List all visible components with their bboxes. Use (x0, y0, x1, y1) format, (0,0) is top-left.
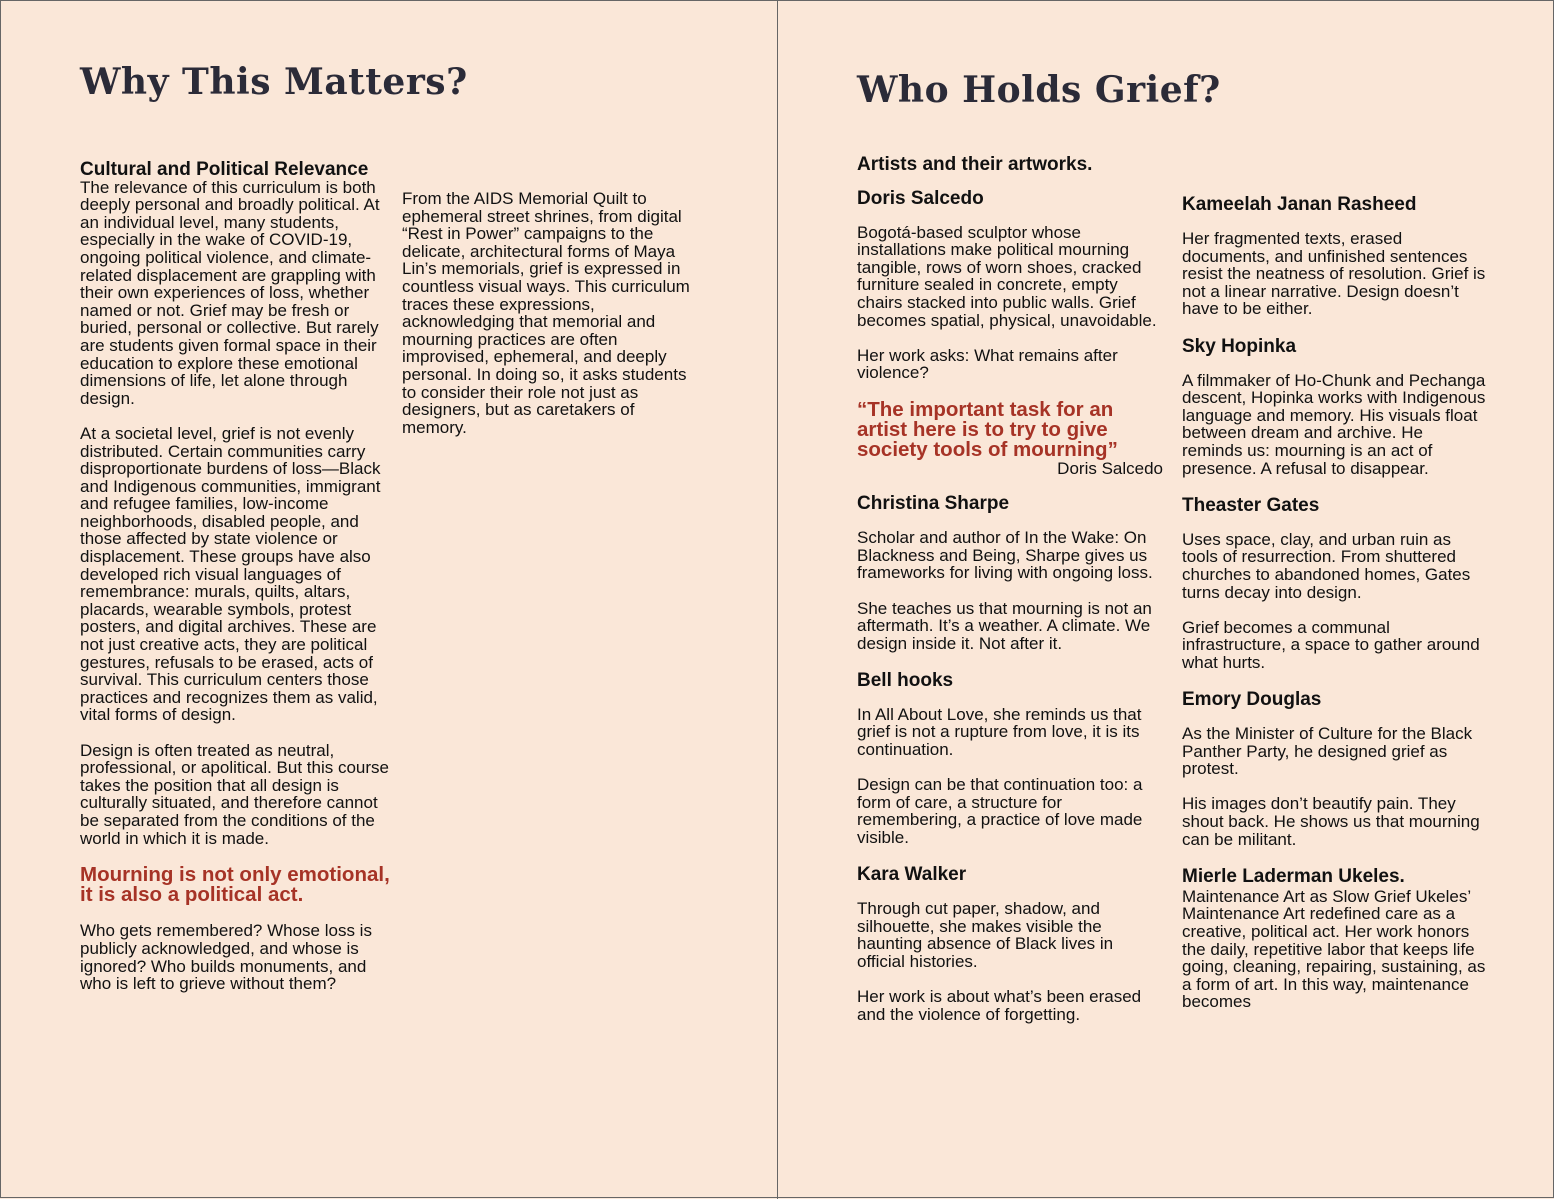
artist-description: She teaches us that mourning is not an aftermath. It’s a weather. A climate. We design inside it. Not after it. (857, 598, 1152, 653)
paragraph-individual-relevance: The relevance of this curriculum is both deeply personal and broadly political. At an individual level, many students, especially in the wake of COVID-19, ongoing political violence, and climate-related displacement are grappling with their own experiences of loss, whether named or not. Grief may be fresh or buried, personal or collective. But rarely are students given formal space in their education to explore these emotional dimensions of life, let alone through design. (80, 177, 380, 408)
artist-description: Bogotá-based sculptor whose installations make political mourning tangible, rows of worn shoes, cracked furniture sealed in concrete, empty chairs stacked into public walls. Grief becomes spatial, physical, unavoidable. (857, 222, 1157, 330)
artist-doris-salcedo (857, 188, 1163, 478)
left-column-2 (402, 190, 702, 454)
pull-quote-mourning: Mourning is not only emotional, it is also a political act. (80, 862, 390, 906)
artist-description: Scholar and author of In the Wake: On Blackness and Being, Sharpe gives us frameworks for living with ongoing loss. (857, 528, 1153, 583)
artist-description: Through cut paper, shadow, and silhouette, she makes visible the haunting absence of Black lives in official histories. (857, 899, 1114, 971)
page-divider (777, 1, 778, 1199)
artist-description: Grief becomes a communal infrastructure, a space to gather around what hurts. (1182, 617, 1480, 672)
left-page-title: Why This Matters? (80, 61, 468, 103)
section-heading: Cultural and Political Relevance (80, 159, 369, 180)
artist-description: In All About Love, she reminds us that grief is not a rupture from love, it is its continuation. (857, 704, 1142, 760)
artist-description: Uses space, clay, and urban ruin as tools of resurrection. From shuttered churches to abandoned homes, Gates turns decay into design. (1182, 529, 1471, 602)
artist-description: His images don’t beautify pain. They shout back. He shows us that mourning can be militant. (1182, 794, 1480, 849)
right-column-1 (857, 156, 1163, 1041)
artist-bell-hooks (857, 670, 1163, 847)
artist-emory-douglas (1182, 689, 1488, 848)
artist-name: Christina Sharpe (857, 493, 1010, 515)
right-page-title: Who Holds Grief? (857, 69, 1221, 111)
artist-sky-hopinka (1182, 336, 1488, 478)
paragraph-design-neutral: Design is often treated as neutral, professional, or apolitical. But this course takes the position that all design is culturally situated, and therefore cannot be separated from the conditions of the world in which it is made. (80, 740, 389, 848)
paragraph-societal-level: At a societal level, grief is not evenly distributed. Certain communities carry disproportionate burdens of loss—Black and Indigenous communities, immigrant and refugee families, low-income neighborhoods, disabled people, and those affected by state violence or displacement. These groups have also developed rich visual languages of remembrance: murals, quilts, altars, placards, wearable symbols, protest posters, and digital archives. These are not just creative acts, they are political gestures, refusals to be erased, acts of survival. This curriculum centers those practices and recognizes them as valid, vital forms of design. (80, 423, 381, 725)
artist-description: Design can be that continuation too: a form of care, a structure for remembering, a practice of love made visible. (857, 775, 1143, 848)
artist-description: Her work is about what’s been erased and the violence of forgetting. (857, 987, 1142, 1024)
artist-name: Doris Salcedo (857, 187, 984, 209)
artist-kara-walker (857, 864, 1163, 1023)
artist-name: Kara Walker (857, 864, 967, 886)
salcedo-quote: “The important task for an artist here is to try to give society tools of mourning” (857, 397, 1118, 461)
artist-name: Sky Hopinka (1182, 335, 1297, 357)
paragraph-questions: Who gets remembered? Whose loss is publicly acknowledged, and whose is ignored? Who builds monuments, and who is left to grieve without them? (80, 921, 372, 994)
artist-name: Kameelah Janan Rasheed (1182, 194, 1417, 215)
quote-attribution: Doris Salcedo (1057, 458, 1163, 478)
artist-theaster-gates (1182, 495, 1488, 672)
artist-description: A filmmaker of Ho-Chunk and Pechanga descent, Hopinka works with Indigenous language and memory. His visuals float between dream and archive. He reminds us: mourning is an act of presence. A refusal to disappear. (1182, 370, 1486, 478)
artists-subtitle: Artists and their artworks. (857, 154, 1093, 175)
artist-name: Emory Douglas (1182, 689, 1322, 711)
artist-name: Mierle Laderman Ukeles. (1182, 865, 1405, 887)
artist-name: Bell hooks (857, 669, 954, 691)
artist-description: Her fragmented texts, erased documents, and unfinished sentences resist the neatness of resolution. Grief is not a linear narrative. Design doesn’t have to be either. (1182, 229, 1486, 319)
artist-description: Maintenance Art as Slow Grief Ukeles’ Maintenance Art redefined care as a creative, political act. Her work honors the daily, repetitive labor that keeps life going, cleaning, repairing, sustaining, as a form of art. In this way, maintenance becomes (1182, 886, 1486, 1012)
artist-christina-sharpe (857, 493, 1163, 652)
artist-name: Theaster Gates (1182, 494, 1320, 516)
left-column-1 (80, 161, 390, 1010)
artist-kameelah-rasheed (1182, 194, 1488, 318)
right-column-2 (1182, 194, 1488, 1029)
paragraph-memorial-forms: From the AIDS Memorial Quilt to ephemeral street shrines, from digital “Rest in Power” campaigns to the delicate, architectural forms of Maya Lin’s memorials, grief is expressed in countless visual ways. This curriculum traces these expressions, acknowledging that memorial and mourning practices are often improvised, ephemeral, and deeply personal. In doing so, it asks students to consider their role not just as designers, but as caretakers of memory. (402, 189, 690, 437)
artist-mierle-ukeles (1182, 866, 1488, 1011)
artist-description: Her work asks: What remains after violence? (857, 345, 1118, 383)
artist-description: As the Minister of Culture for the Black Panther Party, he designed grief as protest. (1182, 724, 1473, 779)
